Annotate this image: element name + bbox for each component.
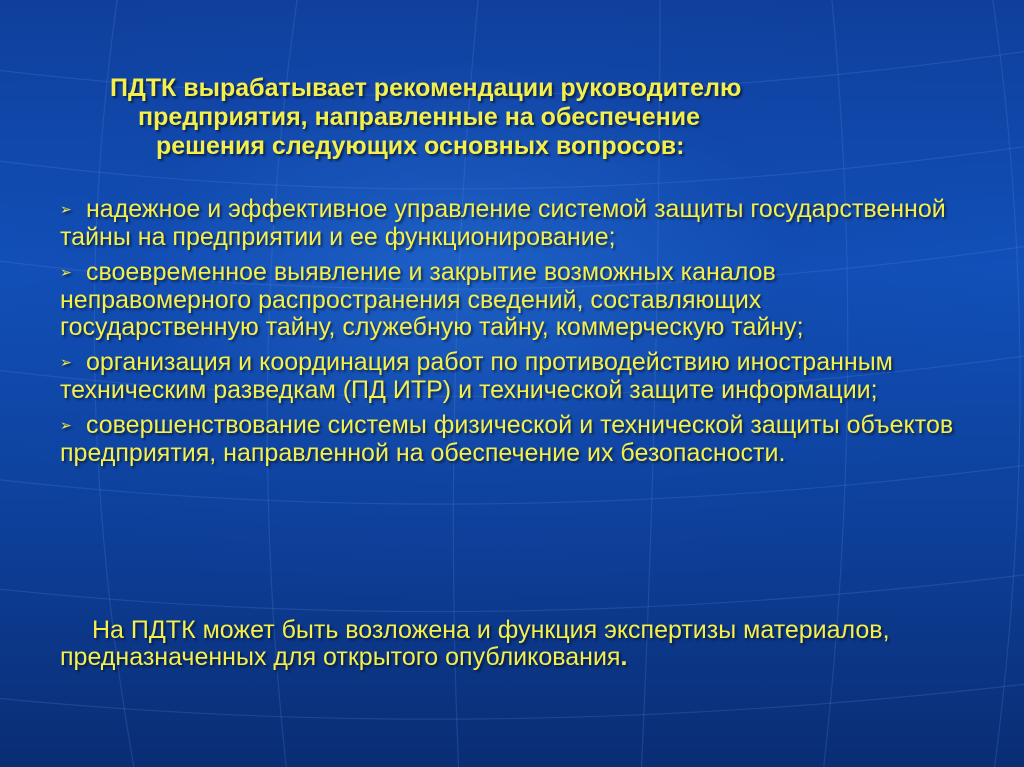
bullet-item bbox=[60, 349, 960, 404]
bullet-text: своевременное выявление и закрытие возможных каналов неправомерного распространения сведений, составляющих государственную тайну, служебную тайну, коммерческую тайну; bbox=[60, 258, 804, 341]
title-line-3: решения следующих основных вопросов: bbox=[156, 132, 685, 160]
bullet-item bbox=[60, 196, 960, 251]
slide-title bbox=[96, 74, 956, 161]
bullet-text: организация и координация работ по противодействию иностранным техническим разведкам (ПД ИТР) и технической защите информации; bbox=[60, 348, 893, 404]
bullet-arrow-icon: ➢ bbox=[60, 202, 72, 218]
footer-text: На ПДТК может быть возложена и функция экспертизы материалов, предназначенных для открытого опубликования bbox=[60, 616, 890, 671]
bullet-text: совершенствование системы физической и технической защиты объектов предприятия, направленной на обеспечение их безопасности. bbox=[60, 411, 954, 467]
title-line-2: предприятия, направленные на обеспечение bbox=[138, 103, 701, 131]
title-line-1: ПДТК вырабатывает рекомендации руководителю bbox=[110, 74, 742, 102]
bullet-arrow-icon: ➢ bbox=[60, 355, 72, 371]
bullet-list bbox=[60, 196, 960, 475]
bullet-arrow-icon: ➢ bbox=[60, 265, 72, 281]
bullet-text: надежное и эффективное управление системой защиты государственной тайны на предприятии и ее функционирование; bbox=[60, 195, 946, 251]
footer-note bbox=[60, 617, 960, 671]
footer-end-mark: . bbox=[620, 643, 628, 671]
bullet-arrow-icon: ➢ bbox=[60, 418, 72, 434]
bullet-item bbox=[60, 412, 960, 467]
bullet-item bbox=[60, 259, 960, 341]
